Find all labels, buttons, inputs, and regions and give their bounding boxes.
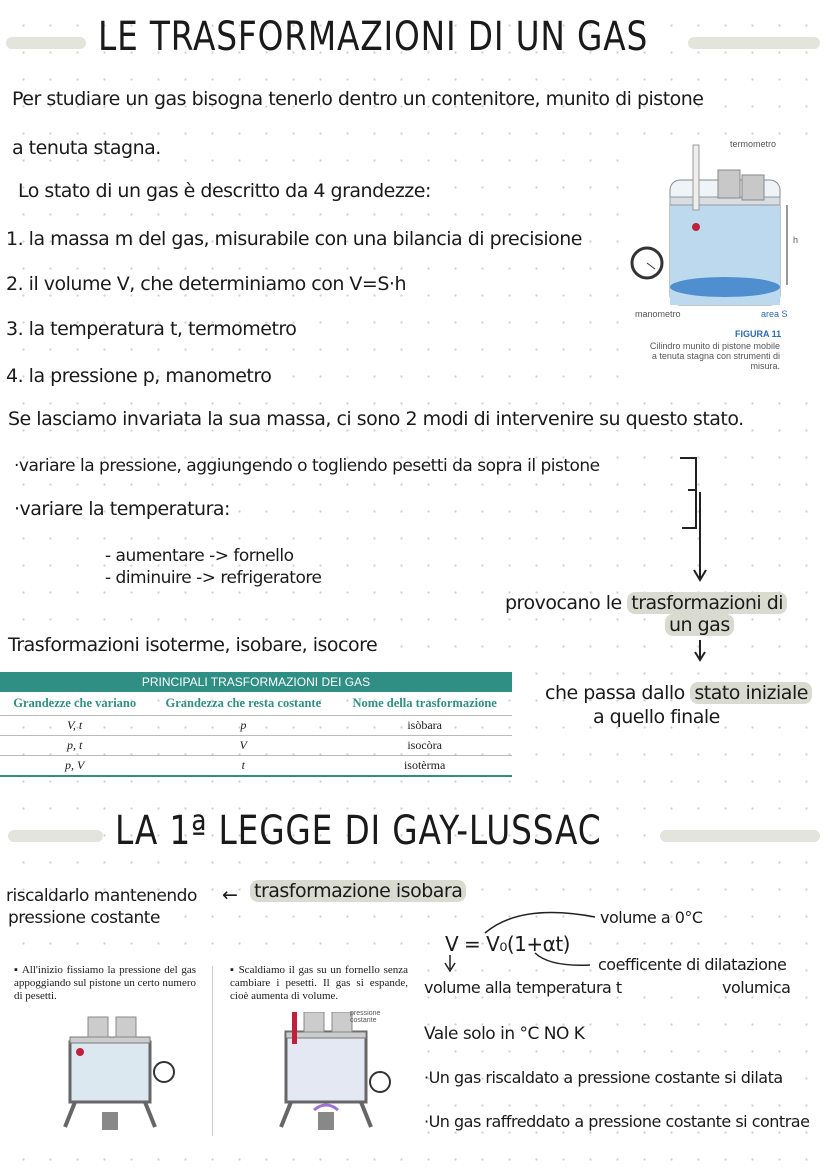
table-row: p, V t isotèrma (0, 756, 512, 777)
formula: V = V₀(1+αt) (445, 932, 570, 956)
text-line: Per studiare un gas bisogna tenerlo dentro un contenitore, munito di pistone (12, 88, 704, 110)
title-decoration (660, 830, 820, 842)
title-decoration (688, 37, 820, 49)
list-item: 1. la massa m del gas, misurabile con una bilancia di precisione (6, 228, 582, 250)
divider (212, 966, 213, 1136)
figure-caption: Cilindro munito di pistone mobile a tenuta stagna con strumenti di misura. (649, 341, 780, 371)
text-line: riscaldarlo mantenendo (6, 886, 197, 906)
result-text: provocano le trasformazioni di (505, 592, 787, 614)
text-line: - diminuire -> refrigeratore (105, 568, 322, 588)
text-line: a tenuta stagna. (12, 137, 161, 159)
title-decoration (8, 830, 103, 842)
bracket-arrow-icon (670, 450, 730, 670)
column-header: Grandezza che resta costante (165, 696, 322, 710)
table-row: p, t V isocòra (0, 736, 512, 756)
text-line: ·variare la temperatura: (14, 498, 230, 520)
label-coefficient: volumica (722, 978, 791, 997)
experiment-figures (10, 962, 410, 1142)
bullet: ·Un gas riscaldato a pressione costante si dilata (424, 1068, 783, 1087)
table-row: V, t p isòbara (0, 716, 512, 736)
formula-arrows-icon (440, 905, 610, 975)
text-line: trasformazione isobara (250, 880, 466, 902)
result-text: a quello finale (593, 706, 720, 728)
transformations-table (0, 672, 512, 777)
figure-text: ▪ All'inizio fissiamo la pressione del gas appoggiando sul pistone un certo numero di pesetti. (14, 964, 197, 1002)
figure-cylinder (625, 135, 825, 385)
figure-text: ▪ Scaldiamo il gas su un fornello senza cambiare i pesetti. Il gas si espande, cioè aumenta di volume. (230, 964, 408, 1002)
text-line: ·variare la pressione, aggiungendo o togliendo pesetti da sopra il pistone (14, 456, 600, 476)
label-area: area S (761, 309, 788, 319)
label-pressione-costante: pressione costante (350, 1010, 381, 1024)
text-line: pressione costante (8, 908, 160, 928)
note: Vale solo in °C NO K (424, 1024, 585, 1044)
label-volume-0: volume a 0°C (600, 908, 703, 927)
label-volume-t: volume alla temperatura t (424, 978, 622, 997)
list-item: 4. la pressione p, manometro (6, 365, 272, 387)
label-termometro: termometro (730, 139, 777, 149)
page-title: LE TRASFORMAZIONI DI UN GAS (98, 14, 649, 60)
text-line: Trasformazioni isoterme, isobare, isocore (8, 634, 378, 656)
label-coefficient: coefficente di dilatazione (598, 955, 787, 974)
cylinder-weights-illustration (50, 1012, 180, 1137)
heated-cylinder-illustration (266, 1012, 396, 1137)
column-header: Nome della trasformazione (352, 696, 497, 710)
label-manometro: manometro (635, 309, 681, 319)
section-title: LA 1ª LEGGE DI GAY-LUSSAC (115, 808, 602, 854)
list-item: 2. il volume V, che determiniamo con V=S·h (6, 273, 406, 295)
text-line: - aumentare -> fornello (105, 546, 294, 566)
text-line: Lo stato di un gas è descritto da 4 grandezze: (18, 180, 431, 202)
cylinder-illustration (625, 135, 825, 325)
title-decoration (6, 37, 86, 49)
column-header: Grandezze che variano (13, 696, 137, 710)
result-text: un gas (665, 614, 734, 636)
bullet: ·Un gas raffreddato a pressione costante si contrae (424, 1112, 810, 1131)
list-item: 3. la temperatura t, termometro (6, 318, 297, 340)
result-text: che passa dallo stato iniziale (545, 682, 812, 704)
figure-label: FIGURA 11 (735, 329, 782, 339)
arrow-left-icon: ← (222, 884, 238, 906)
table-caption: PRINCIPALI TRASFORMAZIONI DEI GAS (0, 672, 512, 692)
text-line: Se lasciamo invariata la sua massa, ci sono 2 modi di intervenire su questo stato. (8, 408, 744, 430)
label-h: h (793, 235, 799, 245)
